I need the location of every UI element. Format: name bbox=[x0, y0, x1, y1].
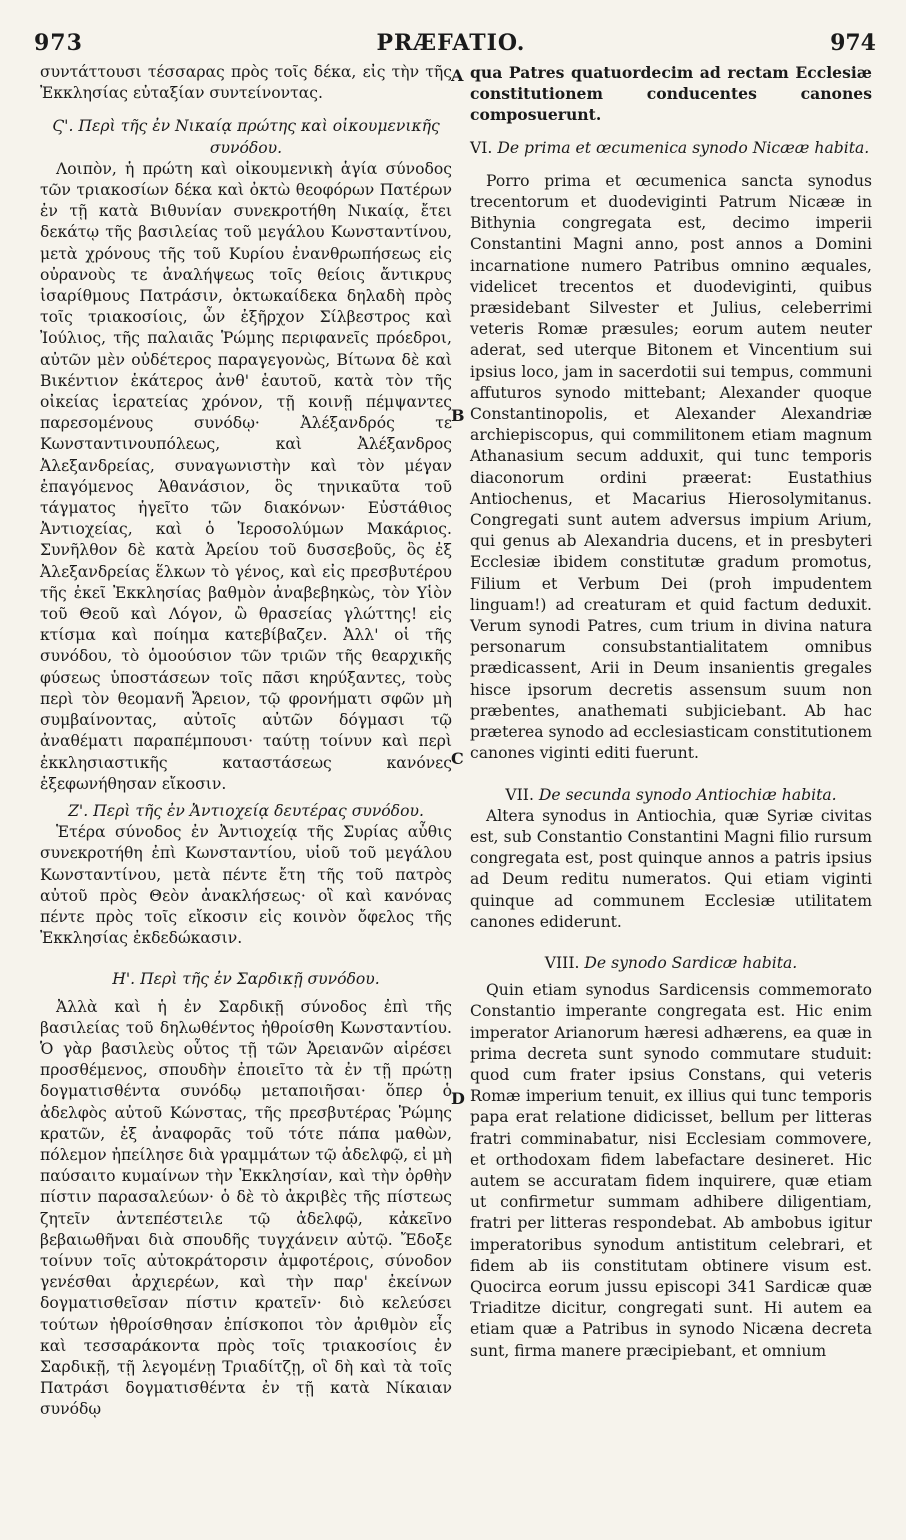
page-number-left: 973 bbox=[34, 30, 83, 56]
greek-section-7-heading: Ζ'. Περὶ τῆς ἐν Ἀντιοχείᾳ δευτέρας συνόδου. bbox=[68, 801, 424, 820]
greek-section-7-text: Ἑτέρα σύνοδος ἐν Ἀντιοχείᾳ τῆς Συρίας αὖθις συνεκροτήθη ἐπὶ Κωνσταντίου, υἱοῦ τοῦ μεγάλου Κωνσταντίνου, μετὰ πέντε ἔτη τῆς τοῦ πατρὸς αὐτοῦ πρὸς Θεὸν ἀνακλήσεως· οἳ καὶ κανόνας πέντε πρὸς τοῖς εἴκοσιν εἰς κοινὸν ὄφελος τῆς Ἐκκλησίας ἐκδεδώκασιν. bbox=[40, 823, 452, 948]
greek-section-8-heading: Η'. Περὶ τῆς ἐν Σαρδικῇ συνόδου. bbox=[112, 970, 380, 989]
latin-section-7-number: VII. bbox=[505, 785, 534, 804]
latin-section-6-title: De prima et œcumenica synodo Nicææ habita. bbox=[497, 138, 870, 157]
greek-section-6-text: Λοιπὸν, ἡ πρώτη καὶ οἰκουμενικὴ ἁγία σύνοδος τῶν τριακοσίων δέκα καὶ ὀκτὼ θεοφόρων Πατέρων ἐν τῇ κατὰ Βιθυνίαν συνεκροτήθη Νικαίᾳ, ἔτει δεκάτῳ τῆς βασιλείας τοῦ μεγάλου Κωνσταντίνου, μετὰ χρόνους τῆς τοῦ Κυρίου ἐνανθρωπήσεως εἰς οὐρανοὺς τε ἀναλήψεως τοῖς θείοις ἄντικρυς ἰσαρίθμους Πατράσιν, ὀκτωκαίδεκα δηλαδὴ πρὸς τοῖς τριακοσίοις, ὧν ἐξῆρχον Σίλβεστρος καὶ Ἰούλιος, τῆς παλαιᾶς Ῥώμης περιφανεῖς πρόεδροι, αὐτῶν μὲν οὐδέτερος παραγεγονὼς, Βίτωνα δὲ καὶ Βικέντιον ἑκάτερος ἀνθ' ἑαυτοῦ, κατὰ τὸν τῆς οἰκείας ἱερατείας χρόνον, τῇ κοινῇ πέμψαντες παρεσομένους συνόδῳ· Ἀλέξανδρός τε Κωνσταντινουπόλεως, καὶ Ἀλέξανδρος Ἀλεξανδρείας, συναγωνιστὴν καὶ τὸν μέγαν ἐπαγόμενος Ἀθανάσιον, ὃς τηνικαῦτα τοῦ τάγματος ἡγεῖτο τῶν διακόνων· Εὐστάθιος Ἀντιοχείας, καὶ ὁ Ἱεροσολύμων Μακάριος. Συνῆλθον δὲ κατὰ Ἀρείου τοῦ δυσσεβοῦς, ὃς ἐξ Ἀλεξανδρείας ἕλκων τὸ γένος, καὶ εἰς πρεσβυτέρου τῆς ἐκεῖ Ἐκκλησίας βαθμὸν ἀναβεβηκὼς, τὸν Υἱὸν τοῦ Θεοῦ καὶ Λόγον, ὢ θρασείας γλώττης! εἰς κτίσμα καὶ ποίημα κατεβίβαζεν. Ἀλλ' οἱ τῆς συνόδου, τὸ ὁμοούσιον τῶν τριῶν τῆς θεαρχικῆς φύσεως ὑποστάσεων τοῖς πᾶσι κηρύξαντες, τοὺς περὶ τὸν θεομανῆ Ἄρειον, τῷ φρονήματι σφῶν μὴ συμβαίνοντας, αὐτοῖς αὐτῶν δόγμασι τῷ ἀναθέματι παραπέμπουσι· ταύτῃ τοίνυν καὶ περὶ ἐκκλησιαστικῆς καταστάσεως κανόνες ἐξεφωνήθησαν εἴκοσιν. bbox=[40, 159, 452, 793]
margin-letter-c: C bbox=[451, 749, 464, 768]
greek-section-8-text: Ἀλλὰ καὶ ἡ ἐν Σαρδικῇ σύνοδος ἐπὶ τῆς βασιλείας τοῦ δηλωθέντος ἠθροίσθη Κωνσταντίου. Ὁ γὰρ βασιλεὺς οὗτος τῇ τῶν Ἀρειανῶν αἱρέσει προσθέμενος, σπουδὴν ἐποιεῖτο τὰ ἐν τῇ πρώτῃ δογματισθέντα συνόδῳ μεταποιῆσαι· ὅπερ ὁ ἀδελφὸς αὐτοῦ Κώνστας, τῆς πρεσβυτέρας Ῥώμης κρατῶν, ἐξ ἀναφορᾶς τοῦ τότε πάπα μαθὼν, πόλεμον ἠπείλησε διὰ γραμμάτων τῷ ἀδελφῷ, εἰ μὴ παύσαιτο κυμαίνων τὴν Ἐκκλησίαν, καὶ τὴν ὀρθὴν πίστιν παρασαλεύων· ὁ δὲ τὸ ἀκριβὲς τῆς πίστεως ζητεῖν ἀντεπέστειλε τῷ ἀδελφῷ, κἀκεῖνο βεβαιωθῆναι διὰ σπουδῆς τυγχάνειν αὐτῷ. Ἔδοξε τοίνυν τοῖς αὐτοκράτορσιν ἀμφοτέροις, σύνοδον γενέσθαι ἀρχιερέων, καὶ τὴν παρ' ἐκείνων δογματισθεῖσαν πίστιν κρατεῖν· διὸ κελεύσει τούτων ἠθροίσθησαν ἐπίσκοποι τὸν ἀριθμὸν εἷς καὶ τεσσαράκοντα πρὸς τοῖς τριακοσίοις ἐν Σαρδικῇ, τῇ λεγομένῃ Τριαδίτζῃ, οἳ δὴ καὶ τὰ τοῖς Πατράσι δογματισθέντα ἐν τῇ κατὰ Νίκαιαν συνόδῳ bbox=[40, 997, 452, 1419]
latin-column bbox=[470, 62, 872, 1362]
greek-column bbox=[40, 62, 452, 1421]
latin-section-6-text: Porro prima et œcumenica sancta synodus trecentorum et duodeviginti Patrum Nicææ in Bithynia congregata est, decimo imperii Constantini Magni anno, post annos a Domini incarnatione numero Patribus omnino æquales, videlicet trecentos et duodeviginti, quibus præsidebant Silvester et Julius, celeberrimi veteris Romæ præsules; eorum autem neuter aderat, sed uterque Bitonem et Vincentium sui ipsius loco, jam in sacerdotii sui tempus, communi affuturos synodo mittebant; Alexander quoque Constantinopolis, et Alexander Alexandriæ archiepiscopus, qui commilitonem etiam magnum Athanasium secum adduxit, qui tunc temporis diaconorum ordini præerat: Eustathius Antiochenus, et Macarius Hierosolymitanus. Congregati sunt autem adversus impium Arium, qui genus ab Alexandria ducens, et in presbyteri Ecclesiæ ibidem constitutæ gradum promotus, Filium et Verbum Dei (proh impudentem linguam!) ad creaturam et quid factum deduxit. Verum synodi Patres, cum trium in divina natura personarum consubstantialitatem omnibus prædicassent, Arii in Deum insanientis gregales hisce ipsorum decretis assensum suum non præbentes, anathemati subjiciebant. Ab hac præterea synodo ad ecclesiasticam constitutionem canones viginti editi fuerunt. bbox=[470, 171, 872, 763]
latin-section-6-number: VI. bbox=[470, 138, 493, 157]
latin-section-8-heading bbox=[470, 953, 872, 974]
margin-letter-d: D bbox=[451, 1089, 465, 1108]
latin-section-6-heading bbox=[470, 138, 872, 159]
greek-section-6-heading: Ϛ'. Περὶ τῆς ἐν Νικαίᾳ πρώτης καὶ οἰκουμενικῆς συνόδου. bbox=[52, 117, 440, 157]
latin-section-7-text: Altera synodus in Antiochia, quæ Syriæ civitas est, sub Constantio Constantini Magni filio rursum congregata est, post quinque annos a patris ipsius ad Deum reditu numeratos. Qui etiam viginti quinque ad communem Ecclesiæ utilitatem canones ediderunt. bbox=[470, 806, 872, 931]
latin-intro: qua Patres quatuordecim ad rectam Ecclesiæ constitutionem conducentes canones composuerunt. bbox=[470, 63, 872, 125]
latin-section-7-heading bbox=[470, 785, 872, 806]
margin-letter-b: B bbox=[451, 406, 465, 425]
running-header bbox=[26, 30, 876, 64]
latin-section-8-number: VIII. bbox=[544, 953, 580, 972]
running-title: PRÆFATIO. bbox=[376, 30, 526, 56]
latin-section-7-title: De secunda synodo Antiochiæ habita. bbox=[538, 785, 837, 804]
latin-section-8-text: Quin etiam synodus Sardicensis commemorato Constantio imperante congregata est. Hic enim imperator Arianorum hæresi adhærens, ea quæ in prima decreta sunt synodo commutare studuit: quod cum frater ipsius Constans, qui veteris Romæ imperium tenuit, ex illius qui tunc temporis papa erat relatione didicisset, bellum per litteras fratri comminabatur, nisi Ecclesiam commovere, et orthodoxam fidem labefactare desineret. Hic autem se accuratam fidem inquirere, quæ etiam ut confirmetur summam adhibere diligentiam, fratri per litteras respondebat. Ab ambobus igitur imperatoribus synodum antistitum celebrari, et fidem ab iis constitutam obtinere visum est. Quocirca eorum jussu episcopi 341 Sardicæ quæ Triaditze dicitur, congregati sunt. Hi autem ea etiam quæ a Patribus in synodo Nicæna decreta sunt, firma manere præcipiebant, et omnium bbox=[470, 981, 872, 1360]
greek-intro: συντάττουσι τέσσαρας πρὸς τοῖς δέκα, εἰς τὴν τῆς Ἐκκλησίας εὐταξίαν συντείνοντας. bbox=[40, 63, 452, 103]
page-number-right: 974 bbox=[830, 30, 876, 56]
margin-letter-a: A bbox=[451, 66, 464, 85]
latin-section-8-title: De synodo Sardicæ habita. bbox=[584, 953, 798, 972]
